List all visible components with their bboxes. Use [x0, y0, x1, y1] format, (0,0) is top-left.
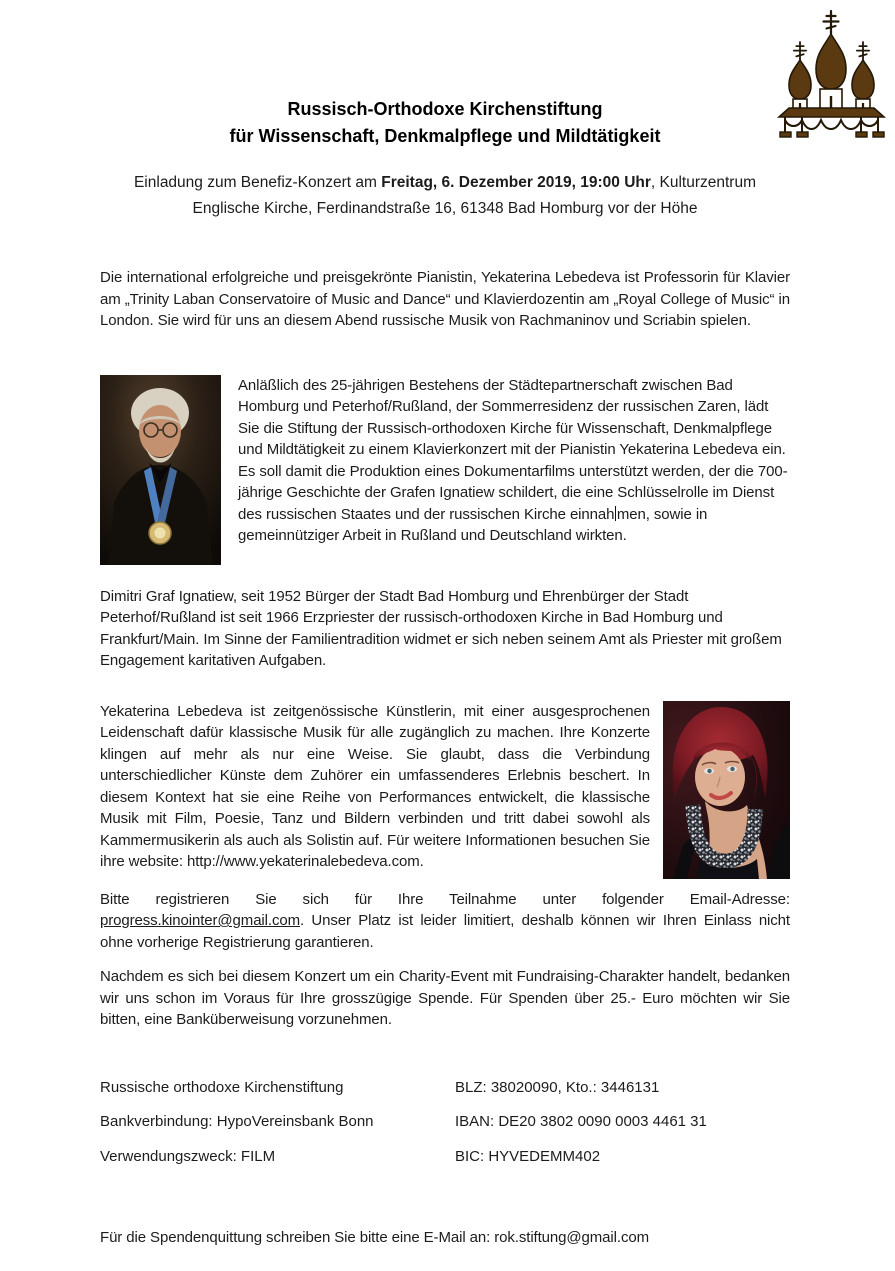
foundation-text-after-caret: men, sowie in gemeinnütziger Arbeit in Rußland und Deutschland wirkten.	[238, 505, 708, 545]
registration-suffix: . Unser Platz ist leider limitiert, deshalb können wir Ihren Einlass nicht ohne vorherige Registrierung garantieren.	[100, 912, 790, 951]
dimitri-paragraph: Dimitri Graf Ignatiew, seit 1952 Bürger der Stadt Bad Homburg und Ehrenbürger der Stadt Peterhof/Rußland ist seit 1966 Erzpriester der russisch-orthodoxen Kirche in Bad Homburg und Frankfurt/Main. Im Sinne der Familientradition widmet er sich neben seinem Amt als Priester mit großem Engagement karitativen Aufgaben.	[100, 587, 782, 670]
document-content	[100, 12, 790, 1249]
foundation-section	[100, 375, 790, 565]
photo-dimitri-ignatiew	[100, 375, 221, 565]
foundation-paragraph	[238, 375, 790, 547]
russian-orthodox-church-icon	[775, 8, 888, 140]
photo-yekaterina-lebedeva	[663, 701, 790, 879]
bank-row	[100, 1077, 790, 1099]
portrait-man-medal-image	[100, 375, 221, 565]
invitation-prefix: Einladung zum Benefiz-Konzert am	[133, 174, 382, 192]
bank-name: Bankverbindung: HypoVereinsbank Bonn	[100, 1113, 374, 1131]
bank-purpose: Verwendungszweck: FILM	[100, 1147, 276, 1165]
yekaterina-section	[100, 701, 790, 879]
invitation-after-bold: , Kulturzentrum	[650, 174, 757, 192]
charity-paragraph: Nachdem es sich bei diesem Konzert um ein Charity-Event mit Fundraising-Charakter handelt, bedanken wir uns schon im Voraus für Ihre grosszügige Spende. Für Spenden über 25.- Euro möchten wir Sie bitten, eine Banküberweisung vorzunehmen.	[100, 968, 790, 1029]
invitation-venue: Englische Kirche, Ferdinandstraße 16, 61348 Bad Homburg vor der Höhe	[192, 200, 698, 218]
bank-iban: IBAN: DE20 3802 0090 0003 4461 31	[455, 1113, 707, 1131]
bank-row	[100, 1111, 790, 1133]
page-title	[100, 12, 790, 150]
registration-email-link[interactable]: progress.kinointer@gmail.com	[100, 912, 301, 930]
invitation-date-bold: Freitag, 6. Dezember 2019, 19:00 Uhr	[381, 174, 651, 192]
title-line-1: Russisch-Orthodoxe Kirchenstiftung	[287, 99, 603, 120]
title-line-2: für Wissenschaft, Denkmalpflege und Mildtätigkeit	[229, 126, 661, 147]
church-logo	[775, 8, 888, 140]
foundation-text-before-caret: Anläßlich des 25-jährigen Bestehens der Städtepartnerschaft zwischen Bad Homburg und Peterhof/Rußland, der Sommerresidenz der russischen Zaren, lädt Sie die Stiftung der Russisch-orthodoxen Kirche für Wissenschaft, Denkmalpflege und Mildtätigkeit zu einem Klavierkonzert mit der Pianistin Yekaterina Lebedeva ein. Es soll damit die Produktion eines Dokumentarfilms unterstützt werden, der die 700-jährige Geschichte der Grafen Ignatiew schildert, die eine Schlüsselrolle im Dienst des russischen Staates und der russischen Kirche einnah	[238, 376, 788, 523]
registration-paragraph	[100, 889, 790, 954]
bank-details	[100, 1077, 790, 1168]
intro-paragraph: Die international erfolgreiche und preisgekrönte Pianistin, Yekaterina Lebedeva ist Professorin für Klavier am „Trinity Laban Conservatoire of Music and Dance“ und Klavierdozentin am „Royal College of Music“ in London. Sie wird für uns an diesem Abend russische Musik von Rachmaninov und Scriabin spielen.	[100, 269, 790, 330]
registration-prefix: Bitte registrieren Sie sich für Ihre Teilnahme unter folgender Email-Adresse:	[100, 890, 790, 908]
portrait-woman-red-hair-image	[663, 701, 790, 879]
invitation-line	[100, 170, 790, 222]
donation-receipt-note: Für die Spendenquittung schreiben Sie bitte eine E-Mail an: rok.stiftung@gmail.com	[100, 1229, 649, 1247]
bank-row	[100, 1146, 790, 1168]
yekaterina-paragraph: Yekaterina Lebedeva ist zeitgenössische Künstlerin, mit einer ausgesprochenen Leidenschaft dafür klassische Musik für alle zugänglich zu machen. Ihre Konzerte klingen auf mehr als nur eine Weise. Sie glaubt, dass die Verbindung unterschiedlicher Künste dem Zuhörer ein umfassenderes Erlebnis beschert. In diesem Kontext hat sie eine Reihe von Performances entwickelt, die klassische Musik mit Film, Poesie, Tanz und Bildern verbinden und tritt dabei sowohl als Kammermusikerin als auch als Solistin auf. Für weitere Informationen besuchen Sie ihre website: http://www.yekaterinalebedeva.com.	[100, 702, 650, 871]
bank-bic: BIC: HYVEDEMM402	[455, 1147, 601, 1165]
bank-blz-kto: BLZ: 38020090, Kto.: 3446131	[455, 1078, 660, 1096]
bank-account-holder: Russische orthodoxe Kirchenstiftung	[100, 1078, 344, 1096]
